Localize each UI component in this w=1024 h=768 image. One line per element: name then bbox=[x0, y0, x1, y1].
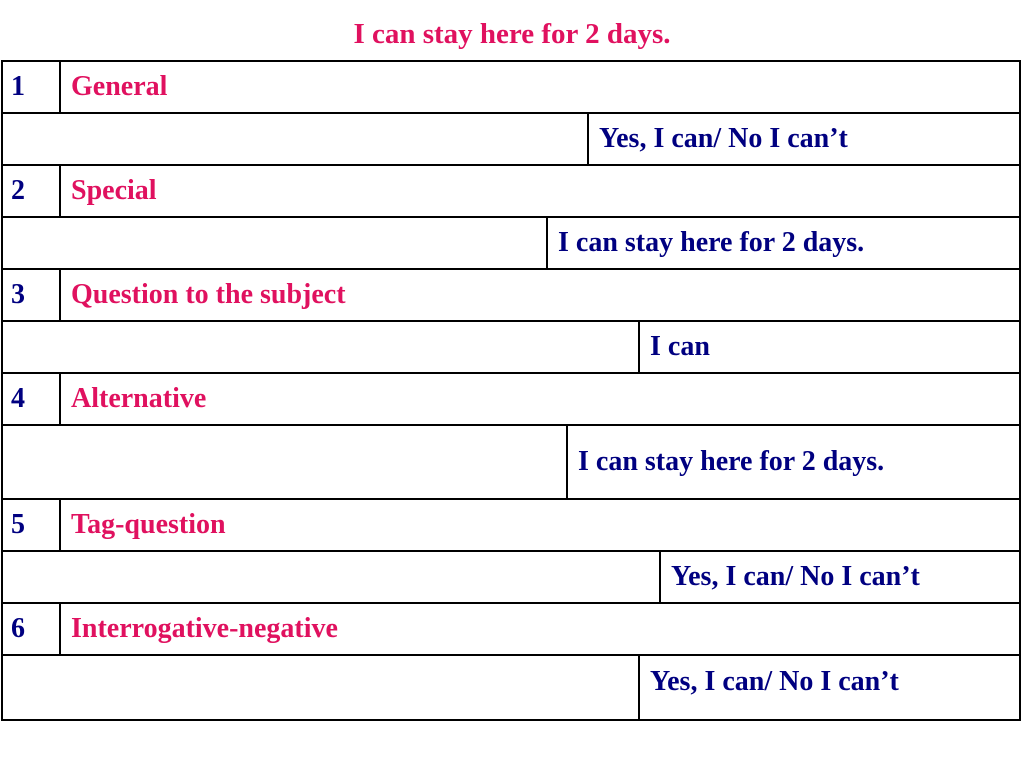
table-row-type-4 bbox=[3, 374, 1019, 426]
table-row-answer-6 bbox=[3, 656, 1019, 719]
blank-cell bbox=[3, 426, 568, 498]
row-number: 4 bbox=[3, 374, 61, 424]
answer-text: I can bbox=[650, 331, 710, 362]
table-row-type-6 bbox=[3, 604, 1019, 656]
table-row-answer-1 bbox=[3, 114, 1019, 166]
question-type-label: Tag-question bbox=[71, 509, 226, 540]
question-type-label: General bbox=[71, 71, 168, 102]
answer-text: Yes, I can/ No I can’t bbox=[599, 123, 848, 154]
blank-cell bbox=[3, 218, 548, 268]
question-type-label: Special bbox=[71, 175, 157, 206]
row-number: 2 bbox=[3, 166, 61, 216]
question-type-label: Interrogative-negative bbox=[71, 613, 338, 644]
blank-cell bbox=[3, 656, 640, 719]
table-row-type-1 bbox=[3, 62, 1019, 114]
page-title: I can stay here for 2 days. bbox=[353, 18, 671, 50]
question-type-label: Question to the subject bbox=[71, 279, 346, 310]
table-row-type-5 bbox=[3, 500, 1019, 552]
question-type-label: Alternative bbox=[71, 383, 207, 414]
table-row-answer-5 bbox=[3, 552, 1019, 604]
table-row-answer-3 bbox=[3, 322, 1019, 374]
row-number: 6 bbox=[3, 604, 61, 654]
table-row-answer-2 bbox=[3, 218, 1019, 270]
answer-text: Yes, I can/ No I can’t bbox=[671, 561, 920, 592]
blank-cell bbox=[3, 552, 661, 602]
answer-text: I can stay here for 2 days. bbox=[578, 446, 885, 477]
row-number: 5 bbox=[3, 500, 61, 550]
question-types-table bbox=[1, 60, 1021, 721]
answer-text: Yes, I can/ No I can’t bbox=[650, 666, 899, 697]
table-row-type-3 bbox=[3, 270, 1019, 322]
row-number: 3 bbox=[3, 270, 61, 320]
table-row-answer-4 bbox=[3, 426, 1019, 500]
table-row-type-2 bbox=[3, 166, 1019, 218]
row-number: 1 bbox=[3, 62, 61, 112]
answer-text: I can stay here for 2 days. bbox=[558, 227, 865, 258]
blank-cell bbox=[3, 322, 640, 372]
blank-cell bbox=[3, 114, 589, 164]
